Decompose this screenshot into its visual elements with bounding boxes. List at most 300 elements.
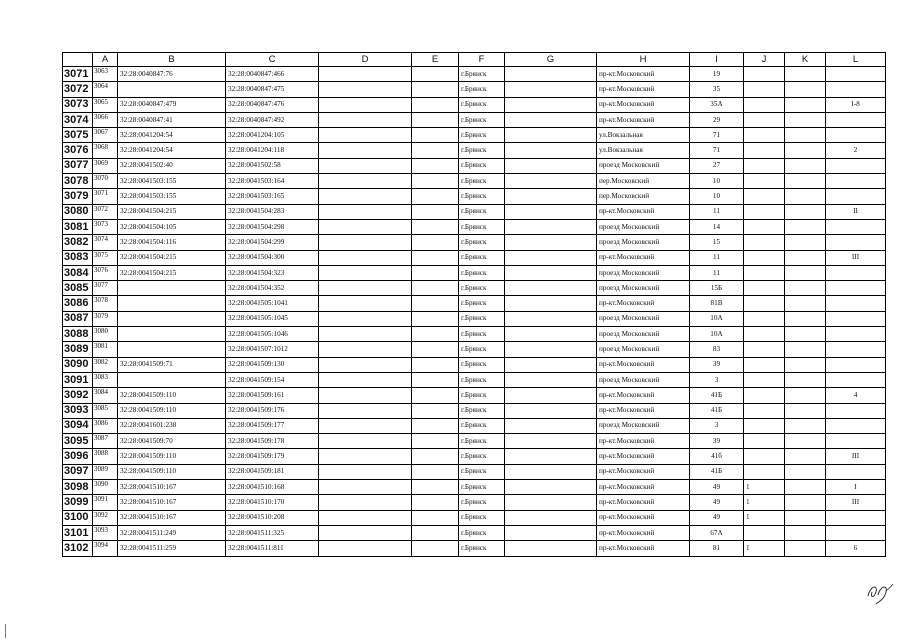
cell-k[interactable] (785, 67, 826, 82)
cell-k[interactable] (785, 265, 826, 280)
cell-e[interactable] (412, 265, 459, 280)
cell-d[interactable] (319, 403, 412, 418)
cell-l[interactable] (826, 128, 886, 143)
cell-j[interactable] (744, 342, 785, 357)
cell-j[interactable] (744, 418, 785, 433)
column-header-a[interactable]: A (93, 53, 118, 67)
cell-l[interactable] (826, 372, 886, 387)
cell-g[interactable] (505, 265, 597, 280)
cell-i[interactable]: 29 (690, 112, 744, 127)
cell-j[interactable] (744, 67, 785, 82)
cell-j[interactable]: 1 (744, 480, 785, 495)
cell-f[interactable]: г.Брянск (459, 403, 505, 418)
cell-j[interactable] (744, 143, 785, 158)
row-number[interactable]: 3071 (63, 67, 93, 82)
cell-e[interactable] (412, 418, 459, 433)
cell-i[interactable]: 10 (690, 174, 744, 189)
cell-g[interactable] (505, 388, 597, 403)
cell-d[interactable] (319, 219, 412, 234)
cell-b[interactable]: 32:28:0041510:167 (118, 480, 226, 495)
cell-c[interactable]: 32:28:0041509:179 (226, 449, 319, 464)
column-header-g[interactable]: G (505, 53, 597, 67)
cell-c[interactable]: 32:28:0041511:811 (226, 541, 319, 556)
row-number[interactable]: 3084 (63, 265, 93, 280)
cell-i[interactable]: 11 (690, 250, 744, 265)
cell-b[interactable]: 32:28:0040847:76 (118, 67, 226, 82)
column-header-k[interactable]: K (785, 53, 826, 67)
cell-b[interactable]: 32:28:0041204:54 (118, 143, 226, 158)
cell-f[interactable]: г.Брянск (459, 480, 505, 495)
cell-d[interactable] (319, 296, 412, 311)
cell-j[interactable] (744, 434, 785, 449)
cell-g[interactable] (505, 495, 597, 510)
cell-e[interactable] (412, 219, 459, 234)
cell-d[interactable] (319, 372, 412, 387)
cell-d[interactable] (319, 128, 412, 143)
cell-i[interactable]: 71 (690, 143, 744, 158)
cell-g[interactable] (505, 174, 597, 189)
cell-k[interactable] (785, 510, 826, 525)
cell-b[interactable]: 32:28:0041511:259 (118, 541, 226, 556)
cell-h[interactable]: пр-кт.Московский (597, 541, 690, 556)
cell-i[interactable]: 10А (690, 311, 744, 326)
cell-a[interactable]: 3086 (93, 418, 118, 433)
cell-h[interactable]: пр-кт.Московский (597, 449, 690, 464)
cell-d[interactable] (319, 342, 412, 357)
cell-c[interactable]: 32:28:0041507:1012 (226, 342, 319, 357)
cell-k[interactable] (785, 112, 826, 127)
cell-l[interactable] (826, 311, 886, 326)
cell-f[interactable]: г.Брянск (459, 189, 505, 204)
cell-g[interactable] (505, 525, 597, 540)
cell-c[interactable]: 32:28:0041504:299 (226, 235, 319, 250)
cell-g[interactable] (505, 128, 597, 143)
row-number[interactable]: 3086 (63, 296, 93, 311)
cell-e[interactable] (412, 480, 459, 495)
cell-i[interactable]: 81В (690, 296, 744, 311)
cell-c[interactable]: 32:28:0041505:1045 (226, 311, 319, 326)
cell-k[interactable] (785, 434, 826, 449)
cell-b[interactable]: 32:28:0041504:116 (118, 235, 226, 250)
cell-i[interactable]: 41Б (690, 388, 744, 403)
cell-h[interactable]: пр-кт.Московский (597, 357, 690, 372)
cell-h[interactable]: проезд Московский (597, 327, 690, 342)
cell-d[interactable] (319, 525, 412, 540)
cell-c[interactable]: 32:28:0041509:154 (226, 372, 319, 387)
cell-g[interactable] (505, 158, 597, 173)
cell-a[interactable]: 3082 (93, 357, 118, 372)
cell-a[interactable]: 3094 (93, 541, 118, 556)
cell-i[interactable]: 49 (690, 495, 744, 510)
cell-i[interactable]: 3 (690, 418, 744, 433)
cell-b[interactable]: 32:28:0041510:167 (118, 510, 226, 525)
cell-l[interactable] (826, 281, 886, 296)
cell-k[interactable] (785, 357, 826, 372)
cell-a[interactable]: 3077 (93, 281, 118, 296)
cell-l[interactable] (826, 296, 886, 311)
cell-d[interactable] (319, 388, 412, 403)
cell-l[interactable] (826, 464, 886, 479)
cell-j[interactable]: 1 (744, 495, 785, 510)
cell-l[interactable]: I-8 (826, 97, 886, 112)
cell-e[interactable] (412, 495, 459, 510)
cell-a[interactable]: 3091 (93, 495, 118, 510)
cell-k[interactable] (785, 250, 826, 265)
cell-k[interactable] (785, 97, 826, 112)
cell-l[interactable] (826, 434, 886, 449)
cell-l[interactable] (826, 112, 886, 127)
row-number[interactable]: 3075 (63, 128, 93, 143)
cell-l[interactable]: III (826, 449, 886, 464)
row-number[interactable]: 3082 (63, 235, 93, 250)
cell-c[interactable]: 32:28:0041502:58 (226, 158, 319, 173)
cell-a[interactable]: 3090 (93, 480, 118, 495)
cell-g[interactable] (505, 250, 597, 265)
cell-f[interactable]: г.Брянск (459, 311, 505, 326)
cell-h[interactable]: пр-кт.Московский (597, 97, 690, 112)
cell-h[interactable]: пер.Московский (597, 174, 690, 189)
cell-l[interactable] (826, 525, 886, 540)
cell-h[interactable]: пр-кт.Московский (597, 434, 690, 449)
cell-i[interactable]: 15Б (690, 281, 744, 296)
cell-i[interactable]: 14 (690, 219, 744, 234)
row-number[interactable]: 3081 (63, 219, 93, 234)
cell-l[interactable] (826, 403, 886, 418)
cell-a[interactable]: 3074 (93, 235, 118, 250)
cell-g[interactable] (505, 434, 597, 449)
cell-e[interactable] (412, 525, 459, 540)
row-number[interactable]: 3072 (63, 82, 93, 97)
cell-l[interactable]: 2 (826, 143, 886, 158)
cell-b[interactable] (118, 342, 226, 357)
cell-c[interactable]: 32:28:0041204:105 (226, 128, 319, 143)
cell-k[interactable] (785, 189, 826, 204)
cell-k[interactable] (785, 327, 826, 342)
cell-j[interactable] (744, 112, 785, 127)
cell-h[interactable]: пр-кт.Московский (597, 495, 690, 510)
row-number[interactable]: 3077 (63, 158, 93, 173)
cell-h[interactable]: пр-кт.Московский (597, 204, 690, 219)
cell-h[interactable]: пр-кт.Московский (597, 296, 690, 311)
cell-l[interactable]: I (826, 480, 886, 495)
cell-e[interactable] (412, 158, 459, 173)
cell-c[interactable]: 32:28:0040847:492 (226, 112, 319, 127)
cell-f[interactable]: г.Брянск (459, 112, 505, 127)
cell-f[interactable]: г.Брянск (459, 67, 505, 82)
row-number[interactable]: 3087 (63, 311, 93, 326)
row-number[interactable]: 3092 (63, 388, 93, 403)
cell-k[interactable] (785, 158, 826, 173)
cell-a[interactable]: 3076 (93, 265, 118, 280)
cell-g[interactable] (505, 67, 597, 82)
cell-c[interactable]: 32:28:0040847:466 (226, 67, 319, 82)
cell-b[interactable]: 32:28:0041509:110 (118, 388, 226, 403)
cell-f[interactable]: г.Брянск (459, 372, 505, 387)
cell-f[interactable]: г.Брянск (459, 449, 505, 464)
cell-h[interactable]: пер.Московский (597, 189, 690, 204)
cell-h[interactable]: проезд Московский (597, 311, 690, 326)
cell-i[interactable]: 27 (690, 158, 744, 173)
cell-h[interactable]: пр-кт.Московский (597, 250, 690, 265)
cell-l[interactable] (826, 265, 886, 280)
row-number[interactable]: 3073 (63, 97, 93, 112)
cell-d[interactable] (319, 464, 412, 479)
cell-f[interactable]: г.Брянск (459, 158, 505, 173)
cell-g[interactable] (505, 281, 597, 296)
cell-b[interactable]: 32:28:0041504:215 (118, 250, 226, 265)
cell-j[interactable] (744, 235, 785, 250)
cell-c[interactable]: 32:28:0041504:352 (226, 281, 319, 296)
cell-l[interactable] (826, 189, 886, 204)
cell-h[interactable]: проезд Московский (597, 265, 690, 280)
cell-b[interactable]: 32:28:0040847:479 (118, 97, 226, 112)
cell-b[interactable]: 32:28:0041509:71 (118, 357, 226, 372)
cell-d[interactable] (319, 97, 412, 112)
cell-i[interactable]: 49 (690, 510, 744, 525)
cell-f[interactable]: г.Брянск (459, 143, 505, 158)
cell-d[interactable] (319, 174, 412, 189)
row-number[interactable]: 3096 (63, 449, 93, 464)
cell-g[interactable] (505, 189, 597, 204)
cell-g[interactable] (505, 342, 597, 357)
cell-c[interactable]: 32:28:0041503:164 (226, 174, 319, 189)
cell-c[interactable]: 32:28:0041505:1041 (226, 296, 319, 311)
row-number[interactable]: 3080 (63, 204, 93, 219)
row-number[interactable]: 3088 (63, 327, 93, 342)
cell-e[interactable] (412, 67, 459, 82)
cell-j[interactable] (744, 311, 785, 326)
cell-f[interactable]: г.Брянск (459, 265, 505, 280)
cell-d[interactable] (319, 327, 412, 342)
cell-e[interactable] (412, 189, 459, 204)
cell-i[interactable]: 81 (690, 541, 744, 556)
cell-g[interactable] (505, 97, 597, 112)
cell-a[interactable]: 3084 (93, 388, 118, 403)
cell-j[interactable] (744, 464, 785, 479)
cell-f[interactable]: г.Брянск (459, 357, 505, 372)
cell-g[interactable] (505, 541, 597, 556)
cell-c[interactable]: 32:28:0041509:177 (226, 418, 319, 433)
cell-k[interactable] (785, 541, 826, 556)
cell-l[interactable] (826, 82, 886, 97)
cell-j[interactable] (744, 128, 785, 143)
cell-k[interactable] (785, 143, 826, 158)
cell-b[interactable]: 32:28:0041504:215 (118, 265, 226, 280)
cell-c[interactable]: 32:28:0041504:323 (226, 265, 319, 280)
cell-a[interactable]: 3089 (93, 464, 118, 479)
cell-l[interactable] (826, 342, 886, 357)
row-number[interactable]: 3083 (63, 250, 93, 265)
cell-f[interactable]: г.Брянск (459, 342, 505, 357)
cell-k[interactable] (785, 342, 826, 357)
cell-d[interactable] (319, 281, 412, 296)
cell-d[interactable] (319, 311, 412, 326)
cell-d[interactable] (319, 204, 412, 219)
cell-g[interactable] (505, 219, 597, 234)
cell-h[interactable]: проезд Московский (597, 219, 690, 234)
row-number[interactable]: 3076 (63, 143, 93, 158)
cell-f[interactable]: г.Брянск (459, 541, 505, 556)
cell-h[interactable]: проезд Московский (597, 418, 690, 433)
cell-i[interactable]: 10 (690, 189, 744, 204)
cell-c[interactable]: 32:28:0041510:168 (226, 480, 319, 495)
cell-h[interactable]: проезд Московский (597, 342, 690, 357)
cell-h[interactable]: пр-кт.Московский (597, 525, 690, 540)
cell-i[interactable]: 10А (690, 327, 744, 342)
row-number[interactable]: 3094 (63, 418, 93, 433)
cell-b[interactable] (118, 281, 226, 296)
cell-f[interactable]: г.Брянск (459, 327, 505, 342)
column-header-b[interactable]: B (118, 53, 226, 67)
cell-c[interactable]: 32:28:0041509:176 (226, 403, 319, 418)
cell-e[interactable] (412, 342, 459, 357)
cell-l[interactable] (826, 235, 886, 250)
cell-c[interactable]: 32:28:0041204:118 (226, 143, 319, 158)
row-number[interactable]: 3089 (63, 342, 93, 357)
cell-d[interactable] (319, 418, 412, 433)
cell-d[interactable] (319, 480, 412, 495)
cell-d[interactable] (319, 189, 412, 204)
cell-h[interactable]: проезд Московский (597, 235, 690, 250)
cell-j[interactable] (744, 357, 785, 372)
cell-f[interactable]: г.Брянск (459, 464, 505, 479)
cell-c[interactable]: 32:28:0040847:476 (226, 97, 319, 112)
cell-f[interactable]: г.Брянск (459, 418, 505, 433)
cell-f[interactable]: г.Брянск (459, 128, 505, 143)
cell-j[interactable] (744, 97, 785, 112)
cell-i[interactable]: 39 (690, 357, 744, 372)
cell-g[interactable] (505, 296, 597, 311)
cell-f[interactable]: г.Брянск (459, 525, 505, 540)
cell-a[interactable]: 3079 (93, 311, 118, 326)
cell-e[interactable] (412, 250, 459, 265)
cell-l[interactable]: 6 (826, 541, 886, 556)
cell-l[interactable] (826, 174, 886, 189)
cell-d[interactable] (319, 82, 412, 97)
cell-a[interactable]: 3070 (93, 174, 118, 189)
cell-b[interactable] (118, 296, 226, 311)
column-header-f[interactable]: F (459, 53, 505, 67)
cell-k[interactable] (785, 204, 826, 219)
cell-i[interactable]: 39 (690, 434, 744, 449)
cell-g[interactable] (505, 311, 597, 326)
cell-i[interactable]: 67А (690, 525, 744, 540)
cell-e[interactable] (412, 82, 459, 97)
cell-c[interactable]: 32:28:0041510:170 (226, 495, 319, 510)
cell-f[interactable]: г.Брянск (459, 388, 505, 403)
cell-d[interactable] (319, 67, 412, 82)
cell-c[interactable]: 32:28:0041504:300 (226, 250, 319, 265)
cell-h[interactable]: пр-кт.Московский (597, 510, 690, 525)
cell-a[interactable]: 3087 (93, 434, 118, 449)
cell-a[interactable]: 3078 (93, 296, 118, 311)
cell-a[interactable]: 3063 (93, 67, 118, 82)
cell-h[interactable]: пр-кт.Московский (597, 67, 690, 82)
row-number[interactable]: 3093 (63, 403, 93, 418)
cell-k[interactable] (785, 128, 826, 143)
cell-i[interactable]: 41Б (690, 403, 744, 418)
cell-h[interactable]: проезд Московский (597, 281, 690, 296)
cell-d[interactable] (319, 541, 412, 556)
cell-j[interactable] (744, 403, 785, 418)
cell-d[interactable] (319, 158, 412, 173)
cell-a[interactable]: 3093 (93, 525, 118, 540)
cell-e[interactable] (412, 357, 459, 372)
cell-c[interactable]: 32:28:0041503:165 (226, 189, 319, 204)
cell-a[interactable]: 3071 (93, 189, 118, 204)
cell-f[interactable]: г.Брянск (459, 434, 505, 449)
cell-c[interactable]: 32:28:0041505:1046 (226, 327, 319, 342)
cell-e[interactable] (412, 327, 459, 342)
cell-a[interactable]: 3069 (93, 158, 118, 173)
cell-e[interactable] (412, 296, 459, 311)
cell-e[interactable] (412, 112, 459, 127)
cell-b[interactable]: 32:28:0041504:105 (118, 219, 226, 234)
cell-j[interactable] (744, 174, 785, 189)
cell-g[interactable] (505, 480, 597, 495)
cell-h[interactable]: ул.Вокзальная (597, 143, 690, 158)
cell-i[interactable]: 71 (690, 128, 744, 143)
cell-d[interactable] (319, 449, 412, 464)
row-number[interactable]: 3091 (63, 372, 93, 387)
cell-e[interactable] (412, 235, 459, 250)
cell-a[interactable]: 3085 (93, 403, 118, 418)
column-header-e[interactable]: E (412, 53, 459, 67)
cell-k[interactable] (785, 296, 826, 311)
cell-l[interactable] (826, 67, 886, 82)
cell-l[interactable] (826, 418, 886, 433)
cell-j[interactable] (744, 449, 785, 464)
cell-b[interactable]: 32:28:0041509:70 (118, 434, 226, 449)
row-number[interactable]: 3085 (63, 281, 93, 296)
column-header-j[interactable]: J (744, 53, 785, 67)
cell-e[interactable] (412, 403, 459, 418)
cell-e[interactable] (412, 434, 459, 449)
cell-a[interactable]: 3072 (93, 204, 118, 219)
cell-j[interactable] (744, 388, 785, 403)
row-number[interactable]: 3097 (63, 464, 93, 479)
cell-d[interactable] (319, 250, 412, 265)
cell-l[interactable]: III (826, 250, 886, 265)
cell-e[interactable] (412, 97, 459, 112)
cell-a[interactable]: 3092 (93, 510, 118, 525)
cell-i[interactable]: 49 (690, 480, 744, 495)
cell-e[interactable] (412, 464, 459, 479)
cell-f[interactable]: г.Брянск (459, 296, 505, 311)
cell-a[interactable]: 3088 (93, 449, 118, 464)
row-number[interactable]: 3078 (63, 174, 93, 189)
cell-b[interactable]: 32:28:0041511:249 (118, 525, 226, 540)
cell-c[interactable]: 32:28:0041511:325 (226, 525, 319, 540)
cell-f[interactable]: г.Брянск (459, 97, 505, 112)
cell-e[interactable] (412, 143, 459, 158)
cell-h[interactable]: проезд Московский (597, 372, 690, 387)
column-header-l[interactable]: L (826, 53, 886, 67)
cell-g[interactable] (505, 449, 597, 464)
cell-k[interactable] (785, 235, 826, 250)
cell-f[interactable]: г.Брянск (459, 235, 505, 250)
cell-e[interactable] (412, 128, 459, 143)
cell-j[interactable] (744, 250, 785, 265)
cell-d[interactable] (319, 434, 412, 449)
cell-c[interactable]: 32:28:0041509:178 (226, 434, 319, 449)
cell-k[interactable] (785, 449, 826, 464)
cell-j[interactable] (744, 281, 785, 296)
cell-l[interactable] (826, 327, 886, 342)
cell-d[interactable] (319, 510, 412, 525)
cell-c[interactable]: 32:28:0040847:475 (226, 82, 319, 97)
cell-a[interactable]: 3065 (93, 97, 118, 112)
